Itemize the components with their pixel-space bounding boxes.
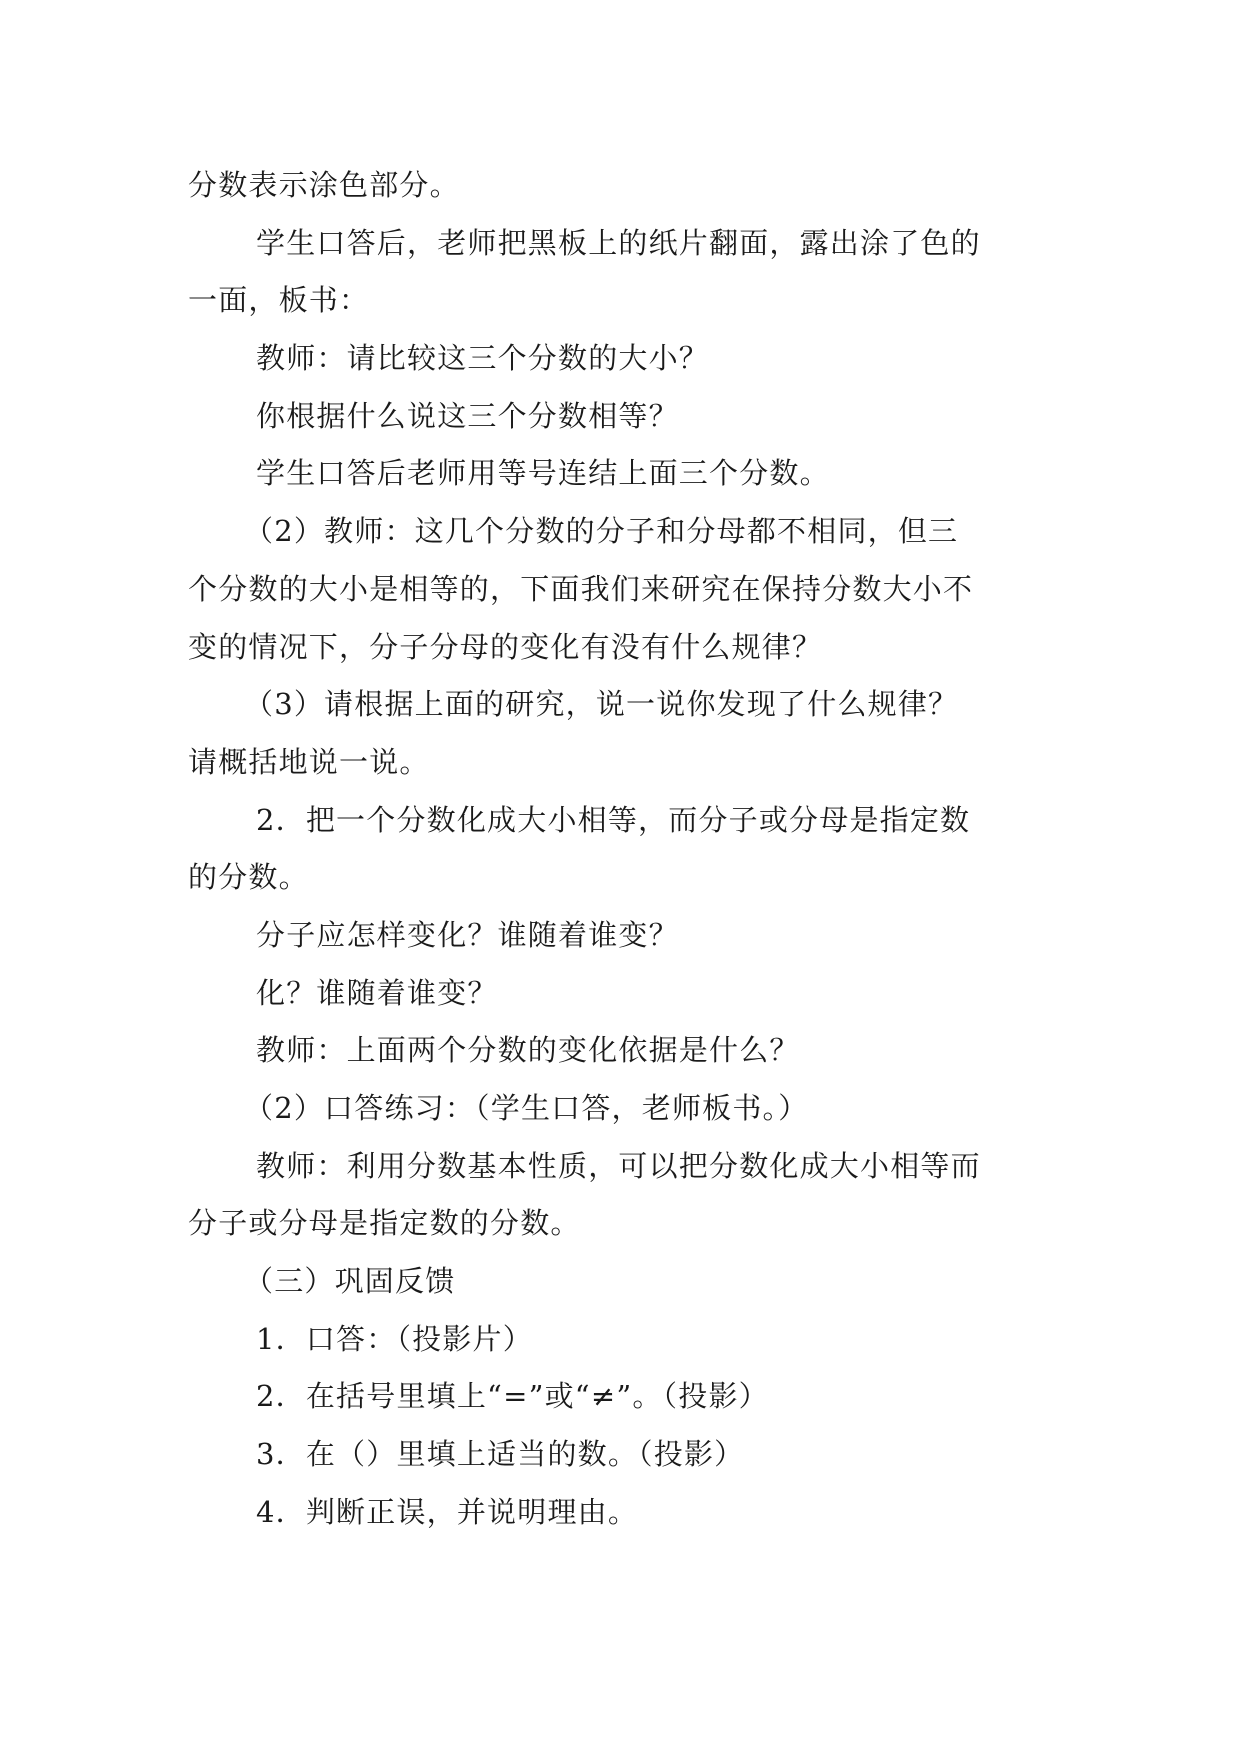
- document-body: [188, 157, 1058, 1542]
- paragraph-start: 分子应怎样变化？谁随着谁变？: [256, 917, 679, 952]
- paragraph-start: 2．把一个分数化成大小相等，而分子或分母是指定数: [256, 802, 971, 837]
- paragraph-start: （2）口答练习：（学生口答，老师板书。）: [244, 1091, 809, 1125]
- text-line: 变的情况下，分子分母的变化有没有什么规律？: [188, 629, 823, 664]
- list-item: 3．在（）里填上适当的数。（投影）: [256, 1437, 745, 1472]
- text-line: 分子或分母是指定数的分数。: [188, 1206, 581, 1241]
- paragraph-start: 化？谁随着谁变？: [256, 975, 498, 1010]
- paragraph-start: 你根据什么说这三个分数相等？: [256, 398, 679, 433]
- section-heading: （三）巩固反馈: [244, 1264, 456, 1299]
- list-item: 2．在括号里填上“=”或“≠”。（投影）: [256, 1379, 769, 1414]
- list-item: 1．口答：（投影片）: [256, 1321, 533, 1356]
- text-line: 分数表示涂色部分。: [188, 168, 460, 202]
- paragraph-start: 教师：利用分数基本性质，可以把分数化成大小相等而: [256, 1148, 981, 1183]
- paragraph-start: 学生口答后，老师把黑板上的纸片翻面，露出涂了色的: [256, 225, 981, 260]
- list-item: 4．判断正误，并说明理由。: [256, 1494, 639, 1529]
- paragraph-start: （3）请根据上面的研究，说一说你发现了什么规律？: [244, 687, 959, 722]
- paragraph-start: 教师：上面两个分数的变化依据是什么？: [256, 1033, 800, 1068]
- text-line: 请概括地说一说。: [188, 744, 430, 779]
- paragraph-start: （2）教师：这几个分数的分子和分母都不相同，但三: [244, 514, 959, 549]
- paragraph-start: 教师：请比较这三个分数的大小？: [256, 341, 710, 376]
- paragraph-start: 学生口答后老师用等号连结上面三个分数。: [256, 456, 830, 491]
- text-line: 的分数。: [188, 860, 309, 895]
- text-line: 个分数的大小是相等的，下面我们来研究在保持分数大小不: [188, 571, 974, 606]
- text-line: 一面，板书：: [188, 283, 370, 318]
